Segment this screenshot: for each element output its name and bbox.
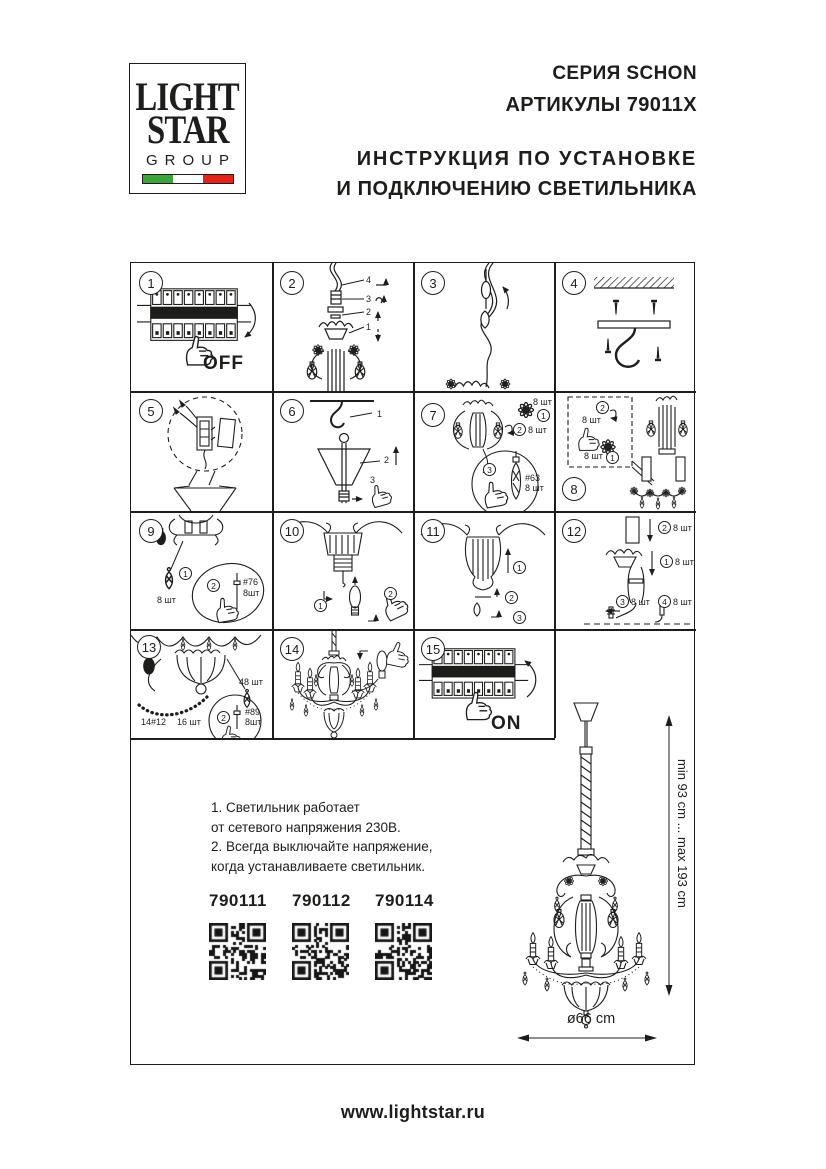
qty-label: 8 шт [533,397,552,407]
qty-label: 8шт [243,588,260,598]
step-number: 10 [280,519,304,543]
flag-green [143,175,173,183]
step-number: 12 [562,519,586,543]
step-number: 15 [421,637,445,661]
step-panel-14 [272,629,413,738]
part-circ-1: 1 [537,409,550,422]
qty-label: 8 шт [582,415,601,425]
flag-white [173,175,203,183]
part-label-1: 1 [377,409,383,419]
step-number: 5 [139,399,163,423]
part-circ-2: 2 [207,579,220,592]
product-codes-row [209,891,432,980]
chandelier-dimension-drawing [501,701,696,1051]
qr-code [375,923,432,980]
chandelier-outline [501,701,696,1051]
step-panel-10 [272,511,413,629]
qty-label: 48 шт [239,677,263,687]
step-panel-9 [131,511,272,629]
part-circ-2: 2 [596,401,609,414]
part-circ-1: 1 [314,599,327,612]
website-url: www.lightstar.ru [340,1102,486,1122]
safety-notes [211,798,432,876]
articles-title: АРТИКУЛЫ 79011X [505,94,697,116]
qty-label: 8 шт [673,523,692,533]
qr-code [292,923,349,980]
note-line: когда устанавливаете светильник. [211,858,426,874]
qty-label: 8 шт [631,597,650,607]
flag-red [203,175,233,183]
step-panel-2 [272,263,413,391]
part-circ-3: 3 [616,595,629,608]
bead-qty-label: 16 шт [177,717,201,727]
qty-label: 8 шт [525,483,544,493]
step-number: 2 [280,271,304,295]
qty-label: 8 шт [673,597,692,607]
italian-flag-bar [142,174,234,184]
logo-word-light: LIGHT [135,74,240,119]
qty-label: 8 шт [528,425,547,435]
diameter-dimension-label: ø66 cm [566,1011,616,1027]
step-panel-4 [554,263,696,391]
steps-grid [130,262,695,1065]
product-790111 [209,891,266,980]
step-panel-11 [413,511,554,629]
part-circ-2: 2 [658,521,671,534]
product-790114 [375,891,432,980]
part-circ-1: 1 [179,567,192,580]
step-panel-7 [413,391,554,511]
step-panel-5 [131,391,272,511]
part-number-label: #76 [243,577,259,587]
step-number: 7 [421,403,445,427]
product-code: 790111 [209,891,267,910]
note-line: 1. Светильник работает [211,800,360,815]
step-number: 4 [562,271,586,295]
bead-part-label: 14#12 [141,717,167,727]
header-titles [336,63,697,201]
part-number-label: #63 [525,473,541,483]
part-circ-1: 1 [606,451,619,464]
part-label-2: 2 [384,455,390,465]
step-panel-3 [413,263,554,391]
step-number: 3 [421,271,445,295]
off-label: OFF [203,353,244,374]
qty-label: 8шт [245,717,262,727]
step-number: 6 [280,399,304,423]
step-panel-8 [554,391,696,511]
series-title: СЕРИЯ SCHON [552,63,697,84]
qr-code [209,923,266,980]
qty-label: 8 шт [675,557,694,567]
qty-label: 8 шт [584,451,603,461]
part-circ-2: 2 [505,591,518,604]
part-circ-3: 3 [483,463,496,476]
part-circ-1: 1 [513,561,526,574]
step-panel-13 [131,629,272,738]
note-line: 2. Всегда выключайте напряжение, [211,839,433,854]
height-dimension-label: min 93 cm ... max 193 cm [675,759,690,908]
step-number: 9 [139,519,163,543]
part-label-3: 3 [366,294,372,304]
part-label-2: 2 [366,307,372,317]
part-circ-4: 4 [658,595,671,608]
part-circ-3: 3 [513,611,526,624]
instruction-title-line1: ИНСТРУКЦИЯ ПО УСТАНОВКЕ [356,148,697,170]
logo-word-star: STAR [146,107,229,152]
step-number: 1 [139,271,163,295]
on-label: ON [491,713,522,734]
part-circ-2: 2 [513,423,526,436]
lightstar-logo [129,63,246,194]
step-panel-1 [131,263,272,391]
instruction-title-line2: И ПОДКЛЮЧЕНИЮ СВЕТИЛЬНИКА [336,178,697,200]
step-number: 11 [421,519,445,543]
product-790112 [292,891,349,980]
part-label-3: 3 [370,475,376,485]
part-circ-1: 1 [660,555,673,568]
product-code: 790112 [292,891,351,910]
qty-label: 8 шт [157,595,176,605]
step-panel-6 [272,391,413,511]
part-number-label: #89 [245,707,261,717]
part-circ-2: 2 [217,711,230,724]
logo-word-group: GROUP [145,152,236,169]
part-label-4: 4 [366,275,372,285]
part-circ-2: 2 [384,587,397,600]
step-number: 14 [280,637,304,661]
step-number: 8 [562,477,586,501]
part-label-1: 1 [366,322,372,332]
step-panel-12 [554,511,696,629]
step-number: 13 [137,635,161,659]
note-line: от сетевого напряжения 230В. [211,819,401,835]
product-code: 790114 [375,891,434,910]
